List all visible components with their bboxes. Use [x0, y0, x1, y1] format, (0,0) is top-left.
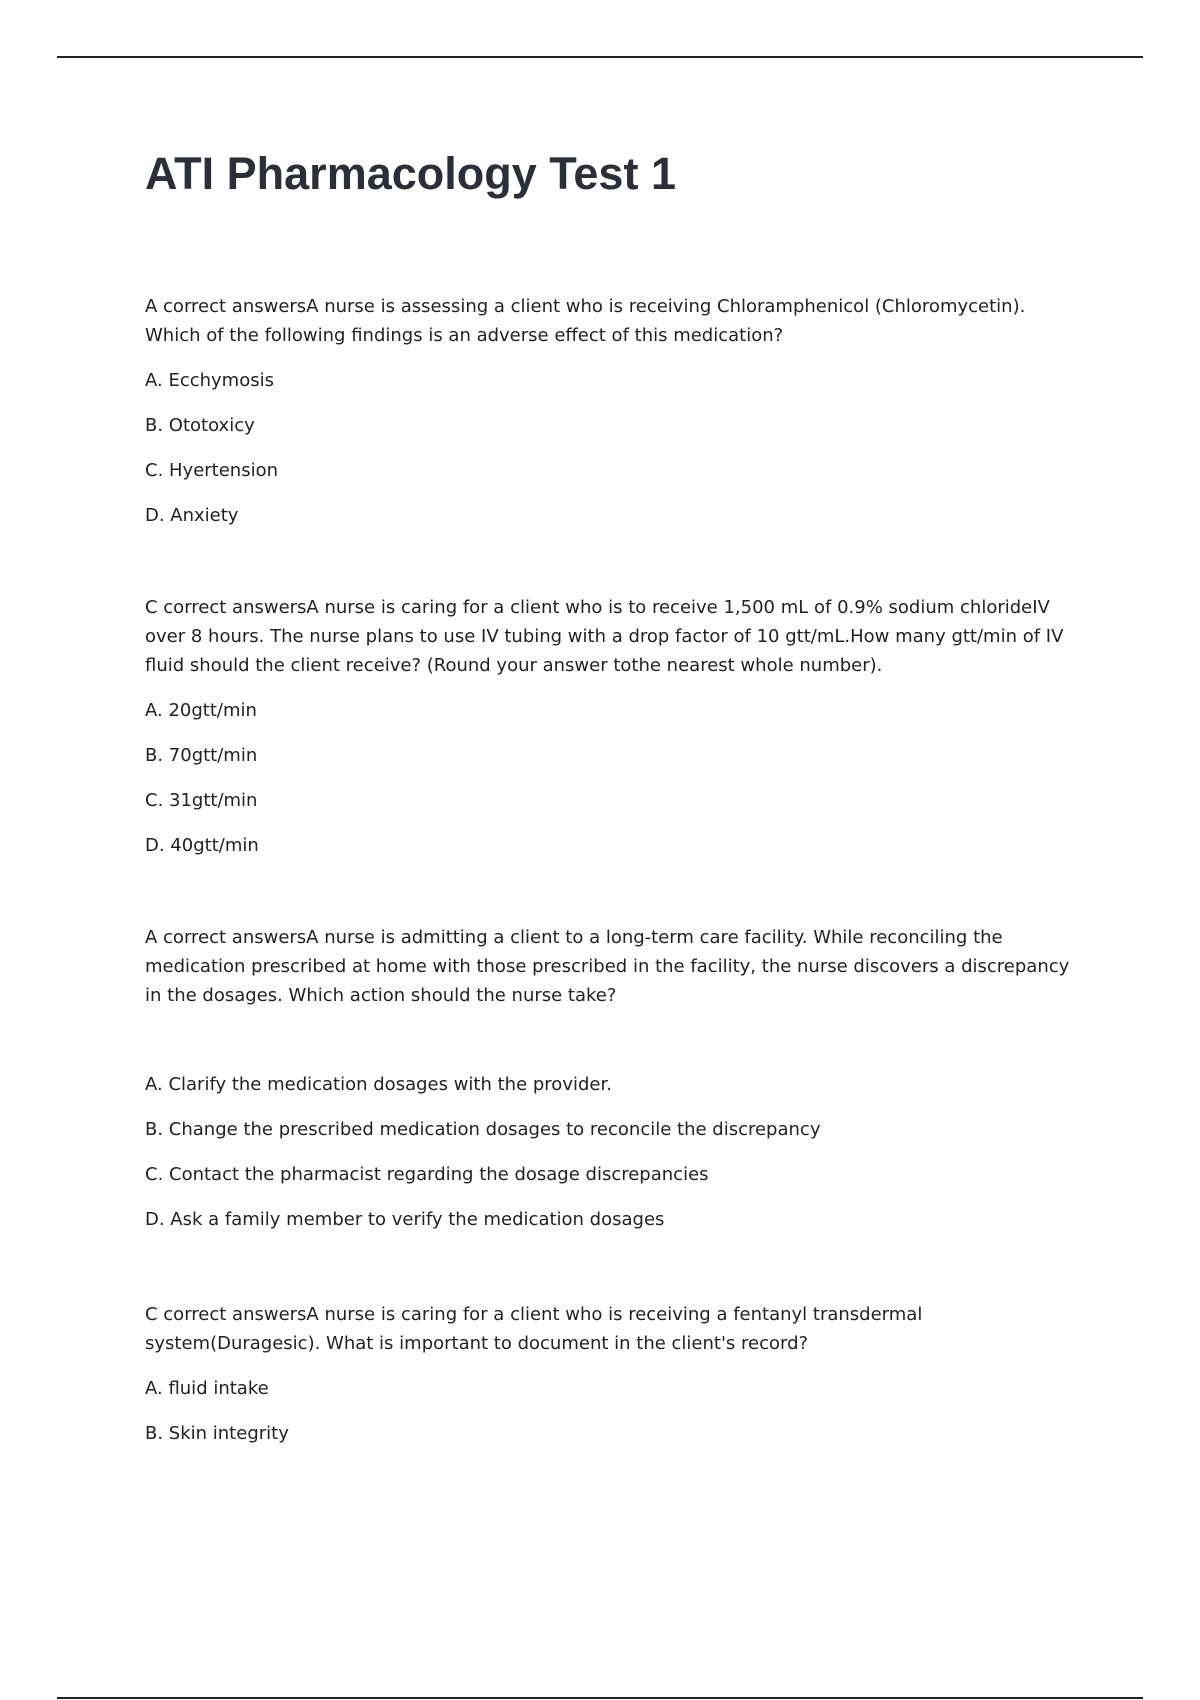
- answer-option: A. 20gtt/min: [145, 700, 257, 721]
- question-block: [145, 593, 1085, 860]
- answer-option: B. Skin integrity: [145, 1423, 289, 1444]
- question-text: C correct answersA nurse is caring for a client who is receiving a fentanyl transdermal system(Duragesic). What is important to document in the client's record?: [145, 1304, 923, 1354]
- question-text: A correct answersA nurse is admitting a client to a long-term care facility. While reconciling the medication prescribed at home with those prescribed in the facility, the nurse discovers a discrepancy in the dosages. Which action should the nurse take?: [145, 927, 1070, 1006]
- question-block: [145, 292, 1085, 530]
- answer-options: [145, 1374, 1085, 1448]
- footer-rule: [57, 1697, 1143, 1699]
- question-block: [145, 923, 1085, 1234]
- answer-option: A. Ecchymosis: [145, 370, 274, 391]
- answer-option: D. 40gtt/min: [145, 835, 259, 856]
- answer-option: D. Anxiety: [145, 505, 239, 526]
- answer-options: [145, 366, 1085, 530]
- document-title: ATI Pharmacology Test 1: [145, 148, 676, 199]
- answer-option: C. Contact the pharmacist regarding the dosage discrepancies: [145, 1164, 709, 1185]
- header-rule: [57, 56, 1143, 58]
- question-block: [145, 1300, 1085, 1448]
- answer-option: C. 31gtt/min: [145, 790, 258, 811]
- answer-option: A. fluid intake: [145, 1378, 269, 1399]
- answer-option: C. Hyertension: [145, 460, 279, 481]
- question-text: A correct answersA nurse is assessing a client who is receiving Chloramphenicol (Chloromycetin). Which of the following findings is an adverse effect of this medication?: [145, 296, 1026, 346]
- answer-option: B. Ototoxicy: [145, 415, 255, 436]
- question-text: C correct answersA nurse is caring for a client who is to receive 1,500 mL of 0.9% sodium chlorideIV over 8 hours. The nurse plans to use IV tubing with a drop factor of 10 gtt/mL.How many gtt/min of IV fluid should the client receive? (Round your answer tothe nearest whole number).: [145, 597, 1064, 676]
- answer-option: B. 70gtt/min: [145, 745, 258, 766]
- answer-options: [145, 1070, 1085, 1234]
- answer-option: B. Change the prescribed medication dosages to reconcile the discrepancy: [145, 1119, 821, 1140]
- answer-options: [145, 696, 1085, 860]
- answer-option: A. Clarify the medication dosages with the provider.: [145, 1074, 612, 1095]
- answer-option: D. Ask a family member to verify the medication dosages: [145, 1209, 665, 1230]
